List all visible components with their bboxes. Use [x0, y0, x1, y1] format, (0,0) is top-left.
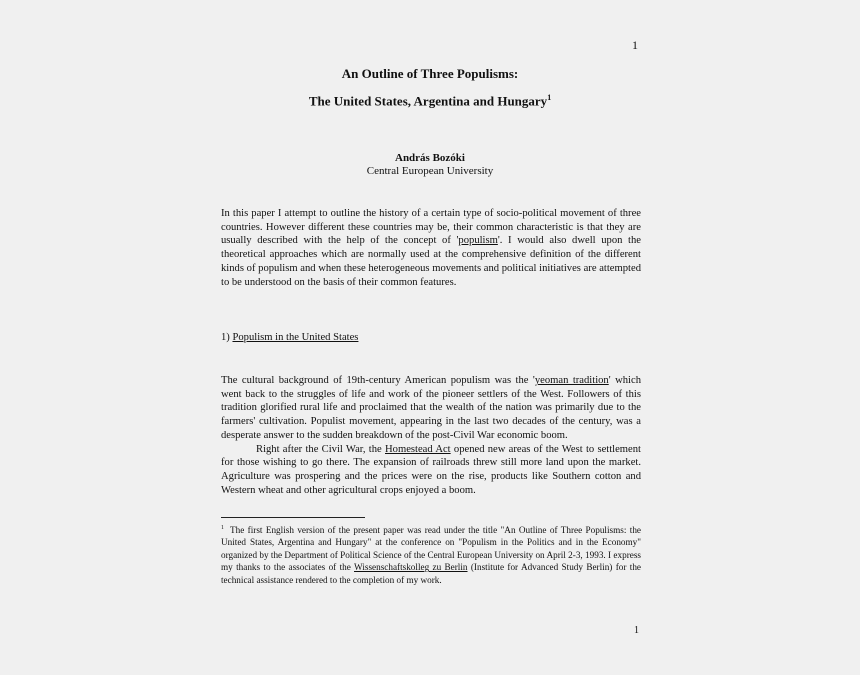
title-footnote-mark: 1	[547, 93, 552, 102]
yeoman-tradition-link[interactable]: yeoman tradition	[534, 375, 609, 386]
footnote-mark: 1	[221, 525, 224, 531]
footnote-text-start: The first English version of the present paper was read under the title "An Outline of Three Populisms: the United States, Argentina and Hungary" at the conference on "Populism in the Politics and in the Economy" organized by the Department of Political Science of the Central European University on April 2-3, 1993. I express my thanks to the associates of the	[221, 525, 641, 573]
para1-text-start: The cultural background of 19th-century American populism was the '	[221, 375, 535, 386]
para2-text-start: Right after the Civil War, the	[256, 443, 385, 455]
populism-link[interactable]: populism	[458, 235, 498, 247]
footnote	[221, 522, 641, 586]
section-number: 1)	[221, 332, 233, 343]
para2-text-end: opened new areas of the West to settlement for those wishing to go there. The expansion of railroads threw still more land upon the market. Agriculture was prospering and the prices were on the rise, products like Southern cotton and Western wheat and other agricultural crops enjoyed a boom.	[221, 443, 641, 496]
author-name: András Bozóki	[395, 152, 465, 164]
wissenschaftskolleg-link[interactable]: Wissenschaftskolleg zu Berlin	[354, 562, 468, 573]
body-paragraph-2	[221, 443, 641, 498]
paper-title-line2-text: The United States, Argentina and Hungary	[308, 93, 548, 109]
homestead-act-link[interactable]: Homestead Act	[385, 443, 451, 455]
body-paragraph-1	[221, 374, 641, 443]
footnote-text-end: (Institute for Advanced Study Berlin) for the technical assistance rendered to the completion of my work.	[221, 562, 641, 585]
page-number-bottom: 1	[634, 625, 639, 636]
paper-title-line2	[0, 93, 860, 109]
paper-title-line1: An Outline of Three Populisms:	[341, 66, 519, 81]
footnote-separator	[221, 517, 365, 518]
abstract-paragraph	[221, 207, 641, 289]
para1-text-end: ' which went back to the struggles of life and work of the pioneer settlers of the West. Followers of this tradition glorified rural life and proclaimed that the wealth of the nation was primarily due to the farmers' cultivation. Populist movement, appearing in the last two decades of the century, was a desperate answer to the sudden breakdown of the post-Civil War economic boom.	[221, 375, 641, 441]
abstract-text-end: '. I would also dwell upon the theoretical approaches which are normally used at the comprehensive definition of the different kinds of populism and when these heterogeneous movements and political initiatives are attempted to be understood on the basis of their common features.	[221, 235, 641, 288]
section-heading	[221, 332, 358, 343]
author-affiliation: Central European University	[366, 165, 494, 177]
abstract-text-start: In this paper I attempt to outline the history of a certain type of socio-political movement of three countries. However different these countries may be, their common characteristic is that they are usually described with the help of the concept of '	[221, 208, 641, 247]
section-title-link[interactable]: Populism in the United States	[232, 332, 359, 343]
page-number-top: 1	[632, 38, 638, 52]
body-text	[221, 374, 641, 497]
